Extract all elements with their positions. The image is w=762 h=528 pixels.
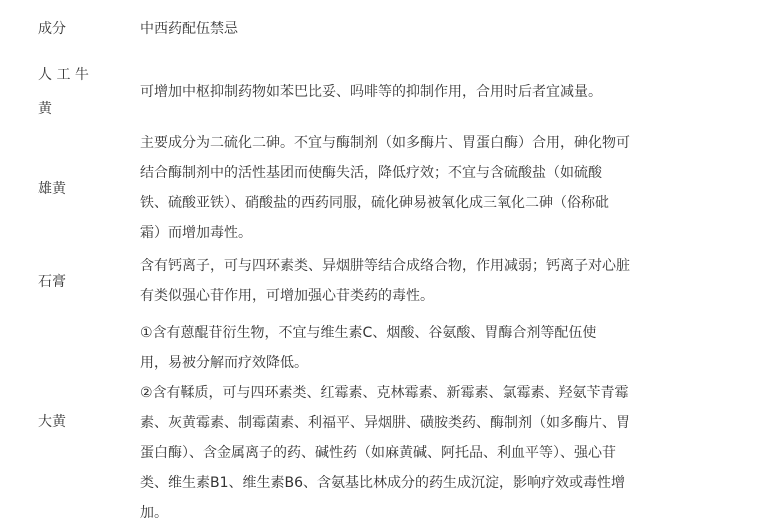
incompatibility-text xyxy=(140,248,762,314)
ingredient-name: 大黄 xyxy=(38,414,66,430)
text-line: 蛋白酶）、含金属离子的药、碱性药（如麻黄碱、阿托品、利血平等）、强心苷 xyxy=(140,445,616,461)
text-line: ②含有鞣质，可与四环素类、红霉素、克林霉素、新霉素、氯霉素、羟氨苄青霉 xyxy=(140,385,629,401)
table-row xyxy=(0,128,762,248)
incompatibility-text xyxy=(140,128,762,248)
text-line: 铁、硫酸亚铁）、硝酸盐的西药同服，硫化砷易被氧化成三氧化二砷（俗称砒 xyxy=(140,195,609,211)
ingredient-name-line: 黄 xyxy=(38,101,52,117)
table-row xyxy=(0,248,762,314)
table-row xyxy=(0,314,762,528)
text-line: 加。 xyxy=(140,505,168,521)
text-line: 可增加中枢抑制药物如苯巴比妥、吗啡等的抑制作用，合用时后者宜减量。 xyxy=(140,84,602,100)
header-ingredient: 成分 xyxy=(38,21,66,37)
ingredient-name: 雄黄 xyxy=(38,181,66,197)
text-line: 用，易被分解而疗效降低。 xyxy=(140,355,308,371)
text-line: ①含有蒽醌苷衍生物，不宜与维生素C、烟酸、谷氨酸、胃酶合剂等配伍使 xyxy=(140,325,597,341)
incompatibility-text xyxy=(140,314,762,528)
text-line: 结合酶制剂中的活性基团而使酶失活，降低疗效；不宜与含硫酸盐（如硫酸 xyxy=(140,165,602,181)
ingredient-name-line: 人 工 牛 xyxy=(38,67,89,83)
ingredient-name: 石膏 xyxy=(38,274,66,290)
table-row xyxy=(0,56,762,128)
incompatibility-text xyxy=(140,56,762,128)
text-line: 霜）而增加毒性。 xyxy=(140,225,252,241)
text-line: 主要成分为二硫化二砷。不宜与酶制剂（如多酶片、胃蛋白酶）合用，砷化物可 xyxy=(140,135,630,151)
ingredient-name-cell xyxy=(0,56,140,128)
text-line: 有类似强心苷作用，可增加强心苷类药的毒性。 xyxy=(140,288,434,304)
header-incompatibility: 中西药配伍禁忌 xyxy=(140,21,238,37)
text-line: 类、维生素B1、维生素B6、含氨基比林成分的药生成沉淀，影响疗效或毒性增 xyxy=(140,475,626,491)
text-line: 含有钙离子，可与四环素类、异烟肼等结合成络合物，作用减弱；钙离子对心脏 xyxy=(140,258,630,274)
table-header-row xyxy=(0,0,762,56)
text-line: 素、灰黄霉素、制霉菌素、利福平、异烟肼、磺胺类药、酶制剂（如多酶片、胃 xyxy=(140,415,630,431)
